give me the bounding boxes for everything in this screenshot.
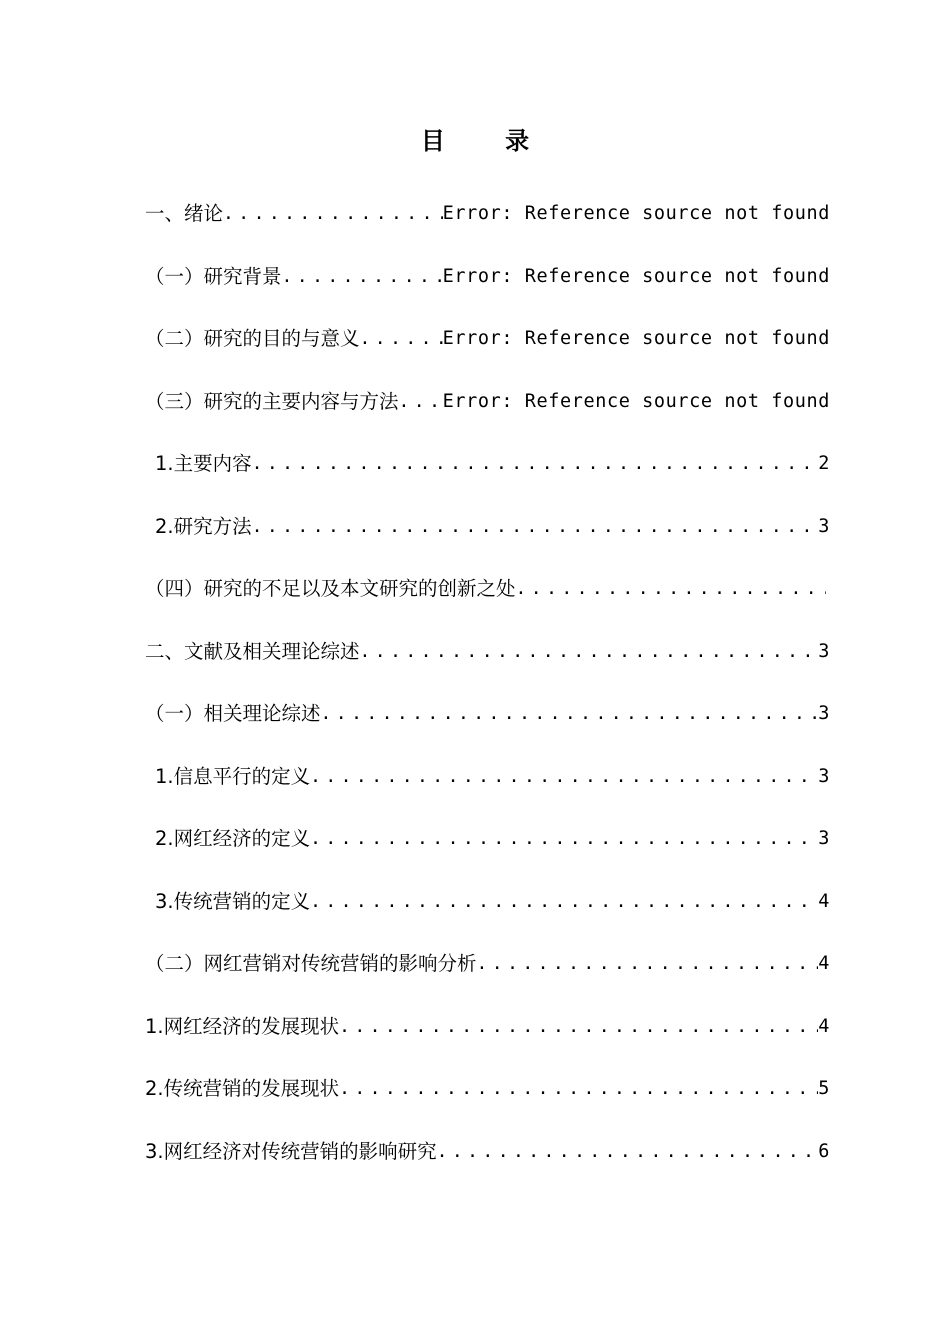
toc-dot-leader	[339, 1072, 818, 1106]
toc-entry-page: Error: Reference source not found	[442, 265, 830, 287]
toc-entry[interactable]	[145, 1010, 830, 1044]
toc-entry[interactable]	[145, 322, 830, 356]
toc-title: 目 录	[420, 127, 556, 155]
toc-dot-leader	[360, 635, 819, 669]
toc-dot-leader	[360, 322, 443, 356]
toc-dot-leader	[252, 510, 819, 544]
toc-entry-text: 1.信息平行的定义	[155, 764, 311, 788]
toc-entry[interactable]	[145, 947, 830, 981]
toc-dot-leader	[516, 572, 826, 606]
toc-entry[interactable]	[155, 885, 830, 919]
toc-entry[interactable]	[145, 385, 830, 419]
toc-entry-text: （一）相关理论综述	[145, 702, 321, 725]
toc-dot-leader	[339, 1010, 818, 1044]
toc-entry-page: 4	[818, 890, 830, 912]
toc-entry-page: 3	[818, 515, 830, 537]
toc-dot-leader	[310, 822, 818, 856]
toc-entry-page: 3	[818, 828, 830, 849]
toc-entry[interactable]	[145, 260, 830, 294]
toc-entry-text: （二）网红营销对传统营销的影响分析	[145, 952, 477, 975]
toc-entry[interactable]	[155, 510, 830, 544]
toc-dot-leader	[252, 447, 819, 481]
toc-entry-text: 1.网红经济的发展现状	[145, 1014, 340, 1038]
toc-dot-leader	[282, 260, 443, 294]
toc-entry[interactable]	[155, 822, 830, 856]
toc-entry-text: （二）研究的目的与意义	[145, 327, 360, 350]
toc-entry-text: 3.传统营销的定义	[155, 889, 311, 913]
toc-dot-leader	[310, 885, 818, 919]
toc-entry-text: 2.传统营销的发展现状	[145, 1077, 340, 1100]
toc-entry-page: 3	[818, 765, 830, 787]
toc-entry[interactable]	[145, 572, 826, 606]
toc-entry-page: 3	[818, 640, 830, 662]
toc-entry-text: 2.网红经济的定义	[155, 827, 311, 850]
toc-entry-page: Error: Reference source not found	[442, 328, 830, 349]
toc-dot-leader	[223, 197, 443, 231]
toc-entry-page: Error: Reference source not found	[442, 390, 830, 412]
toc-entry[interactable]	[155, 447, 830, 481]
toc-dot-leader	[310, 760, 818, 794]
toc-entry-page: 2	[818, 453, 830, 474]
toc-entry-text: （四）研究的不足以及本文研究的创新之处	[145, 577, 516, 600]
toc-entry-text: 二、文献及相关理论综述	[145, 639, 360, 663]
toc-entry-text: 一、绪论	[145, 202, 224, 225]
toc-entry-text: 1.主要内容	[155, 452, 252, 475]
toc-entry-text: （一）研究背景	[145, 264, 282, 288]
toc-dot-leader	[321, 697, 819, 731]
toc-dot-leader	[477, 947, 819, 981]
toc-dot-leader	[399, 385, 443, 419]
toc-entry-page: 6	[818, 1140, 830, 1162]
toc-entry-text: 2.研究方法	[155, 514, 252, 538]
toc-entry-page: 4	[818, 1015, 830, 1037]
toc-entry-text: 3.网红经济对传统营销的影响研究	[145, 1139, 437, 1163]
toc-entry-page: 3	[818, 703, 830, 724]
toc-entry-text: （三）研究的主要内容与方法	[145, 389, 399, 413]
toc-entry[interactable]	[155, 760, 830, 794]
toc-entry[interactable]	[145, 197, 830, 231]
toc-dot-leader	[437, 1135, 819, 1169]
toc-entry[interactable]	[145, 697, 830, 731]
toc-entry-page: 5	[818, 1078, 830, 1099]
toc-entry[interactable]	[145, 1072, 830, 1106]
toc-entry-page: Error: Reference source not found	[442, 203, 830, 224]
toc-entry-page: 4	[818, 953, 830, 974]
toc-entry[interactable]	[145, 635, 830, 669]
toc-entry[interactable]	[145, 1135, 830, 1169]
